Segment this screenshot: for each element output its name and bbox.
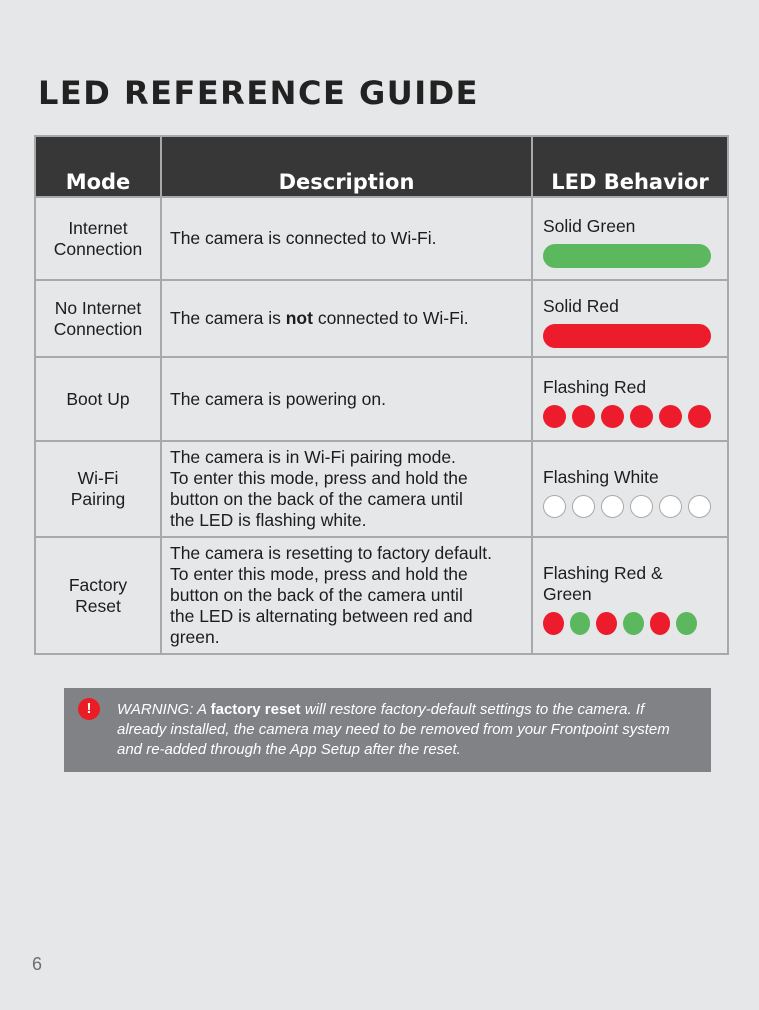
led-dot-white bbox=[601, 495, 624, 518]
mode-cell: Factory Reset bbox=[35, 537, 161, 654]
page-number: 6 bbox=[32, 954, 43, 974]
not-emphasis: not bbox=[285, 308, 313, 328]
header-mode: Mode bbox=[35, 136, 161, 197]
mode-cell: Internet Connection bbox=[35, 197, 161, 280]
header-behavior: LED Behavior bbox=[532, 136, 728, 197]
led-dots bbox=[543, 612, 697, 635]
table-header-row bbox=[35, 136, 728, 197]
behavior-label: Flashing Red & Green bbox=[543, 563, 663, 604]
led-dot-red bbox=[688, 405, 711, 428]
warning-suffix: will restore factory-default settings to the camera. If already installed, the camera may need to be removed from your Frontpoint system and re-added through the App Setup after the reset. bbox=[117, 701, 670, 758]
table-row bbox=[35, 537, 728, 654]
warning-prefix: WARNING: A bbox=[117, 701, 211, 718]
led-dots bbox=[543, 405, 717, 428]
mode-cell: Boot Up bbox=[35, 357, 161, 441]
led-dot-green bbox=[623, 612, 644, 635]
led-dot-white bbox=[543, 495, 566, 518]
description-cell: The camera is powering on. bbox=[161, 357, 532, 441]
led-dot-red bbox=[630, 405, 653, 428]
led-dot-white bbox=[572, 495, 595, 518]
led-dot-red bbox=[601, 405, 624, 428]
warning-box bbox=[64, 688, 711, 772]
behavior-cell bbox=[532, 357, 728, 441]
table-row bbox=[35, 197, 728, 280]
led-reference-table bbox=[34, 135, 729, 655]
mode-cell: No Internet Connection bbox=[35, 280, 161, 357]
led-dots bbox=[543, 495, 717, 518]
behavior-cell bbox=[532, 441, 728, 537]
description-cell: The camera is in Wi-Fi pairing mode. To enter this mode, press and hold the button on the back of the camera until the LED is flashing white. bbox=[161, 441, 532, 537]
led-dot-red bbox=[543, 405, 566, 428]
description-cell: The camera is resetting to factory default. To enter this mode, press and hold the button on the back of the camera until the LED is alternating between red and green. bbox=[161, 537, 532, 654]
led-dot-red bbox=[596, 612, 617, 635]
behavior-label: Flashing Red bbox=[543, 377, 647, 397]
description-cell: The camera is connected to Wi-Fi. bbox=[161, 197, 532, 280]
led-dot-red bbox=[650, 612, 671, 635]
table-row bbox=[35, 280, 728, 357]
led-solid-red-bar bbox=[543, 324, 711, 348]
led-dot-red bbox=[572, 405, 595, 428]
header-description: Description bbox=[161, 136, 532, 197]
led-dot-red bbox=[543, 612, 564, 635]
led-dot-white bbox=[630, 495, 653, 518]
led-dot-green bbox=[570, 612, 591, 635]
warning-bold: factory reset bbox=[210, 701, 301, 718]
behavior-label: Flashing White bbox=[543, 467, 659, 487]
led-solid-green-bar bbox=[543, 244, 711, 268]
led-dot-red bbox=[659, 405, 682, 428]
behavior-cell bbox=[532, 280, 728, 357]
mode-cell: Wi-Fi Pairing bbox=[35, 441, 161, 537]
behavior-label: Solid Red bbox=[543, 296, 619, 316]
behavior-cell bbox=[532, 197, 728, 280]
table-row bbox=[35, 441, 728, 537]
description-cell: The camera is not connected to Wi-Fi. bbox=[161, 280, 532, 357]
led-dot-green bbox=[676, 612, 697, 635]
led-dot-white bbox=[688, 495, 711, 518]
table-row bbox=[35, 357, 728, 441]
page-title: LED REFERENCE GUIDE bbox=[38, 74, 480, 112]
behavior-cell bbox=[532, 537, 728, 654]
led-dot-white bbox=[659, 495, 682, 518]
exclamation-icon: ! bbox=[78, 698, 100, 720]
behavior-label: Solid Green bbox=[543, 216, 636, 236]
